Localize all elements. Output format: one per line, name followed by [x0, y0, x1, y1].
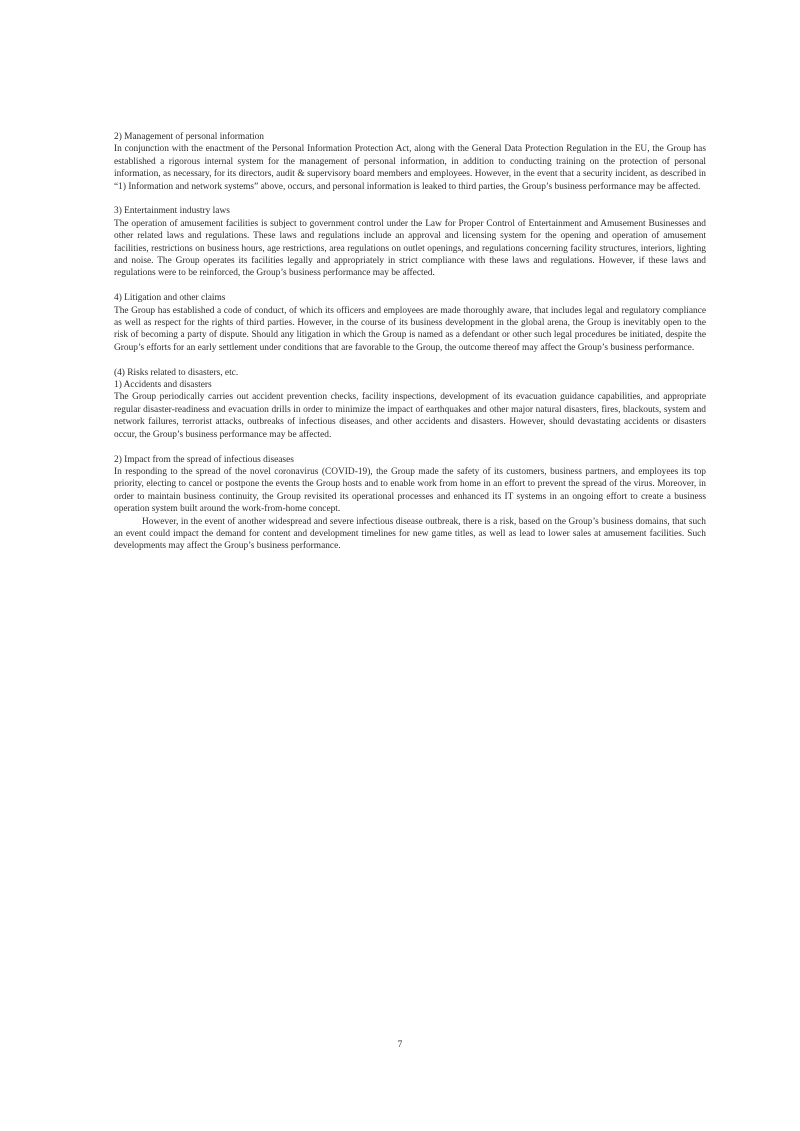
- paragraph-litigation: The Group has established a code of conduct, of which its officers and employees are made thoroughly aware, that includes legal and regulatory compliance as well as respect for the rights of third parties. However, in the course of its business development in the global arena, the Group is inevitably open to the risk of becoming a party of dispute. Should any litigation in which the Group is named as a defendant or other such legal procedures be initiated, despite the Group’s efforts for an early settlement under conditions that are favorable to the Group, the outcome thereof may affect the Group’s business performance.: [114, 305, 706, 353]
- heading-entertainment-industry-laws: 3) Entertainment industry laws: [114, 206, 230, 217]
- section-disasters: [114, 367, 706, 441]
- section-infectious-diseases: [114, 454, 706, 553]
- heading-accidents-and-disasters: 1) Accidents and disasters: [114, 380, 212, 391]
- section-litigation: [114, 292, 706, 354]
- page-content: [114, 131, 706, 553]
- heading-infectious-diseases: 2) Impact from the spread of infectious diseases: [114, 454, 294, 465]
- paragraph-infectious-diseases-2: However, in the event of another widespread and severe infectious disease outbreak, there is a risk, based on the Group’s business domains, that such an event could impact the demand for content and development timelines for new game titles, as well as lead to lower sales at amusement facilities. Such developments may affect the Group’s business performance.: [114, 516, 706, 552]
- paragraph-personal-information: In conjunction with the enactment of the Personal Information Protection Act, along with the General Data Protection Regulation in the EU, the Group has established a rigorous internal system for the management of personal information, in addition to conducting training on the protection of personal information, as necessary, for its directors, audit & supervisory board members and employees. However, in the event that a security incident, as described in “1) Information and network systems” above, occurs, and personal information is leaked to third parties, the Group’s business performance may be affected.: [114, 144, 706, 192]
- paragraph-infectious-diseases-1: In responding to the spread of the novel coronavirus (COVID-19), the Group made the safety of its customers, business partners, and employees its top priority, electing to cancel or postpone the events the Group hosts and to enable work from home in an effort to prevent the spread of the virus. Moreover, in order to maintain business continuity, the Group revisited its operational processes and enhanced its IT systems in an ongoing effort to create a business operation system built around the work-from-home concept.: [114, 466, 706, 515]
- page-number: 7: [397, 1040, 403, 1050]
- group-heading-risks-disasters: (4) Risks related to disasters, etc.: [114, 367, 239, 378]
- paragraph-entertainment-industry-laws: The operation of amusement facilities is subject to government control under the Law for Proper Control of Entertainment and Amusement Businesses and other related laws and regulations. These laws and regulations include an approval and licensing system for the opening and operation of amusement facilities, restrictions on business hours, age restrictions, area regulations on outlet openings, and regulations concerning facility structures, interiors, lighting and noise. The Group operates its facilities legally and appropriately in strict compliance with these laws and regulations. However, if these laws and regulations were to be reinforced, the Group’s business performance may be affected.: [114, 218, 706, 279]
- paragraph-accidents-and-disasters: The Group periodically carries out accident prevention checks, facility inspections, development of its evacuation guidance capabilities, and appropriate regular disaster-readiness and evacuation drills in order to minimize the impact of earthquakes and other major natural disasters, fires, blackouts, system and network failures, terrorist attacks, outbreaks of infectious diseases, and other accidents and disasters. However, should devastating accidents or disasters occur, the Group’s business performance may be affected.: [114, 392, 706, 440]
- heading-litigation: 4) Litigation and other claims: [114, 293, 226, 304]
- section-personal-information: [114, 131, 706, 193]
- section-entertainment-industry-laws: [114, 205, 706, 279]
- heading-personal-information: 2) Management of personal information: [114, 132, 264, 142]
